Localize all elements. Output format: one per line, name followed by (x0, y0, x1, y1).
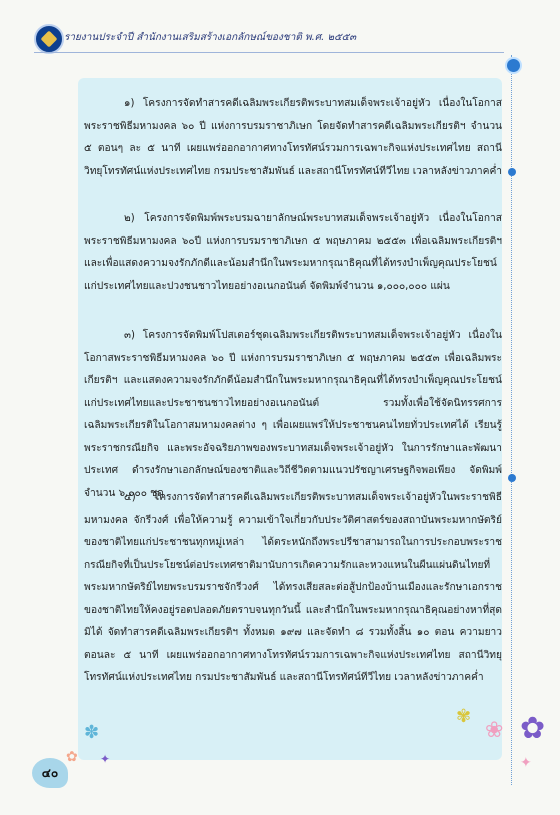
flower-icon: ✿ (520, 711, 546, 746)
dot-icon (505, 57, 522, 74)
dot-icon (508, 474, 516, 482)
flower-icon: ✦ (100, 752, 111, 766)
paragraph-text: ๔) โครงการจัดทำสารคดีเฉลิมพระเกียรติพระบาทสมเด็จพระเจ้าอยู่หัวในพระราชพิธีมหามงคล จักรีวงศ์ เพื่อให้ความรู้ ความเข้าใจเกี่ยวกับประวัติศาสตร์ของสถาบันพระมหากษัตริย์ของชาติไทยแก่ประชาชนทุกหมู่เหล่า ได้ตระหนักถึงพระปรีชาสามารถในการประกอบพระราชกรณียกิจที่เป็นประโยชน์ต่อประเทศชาติมานับการเกิดความรักและหวงแหนในผืนแผ่นดินไทยที่พระมหากษัตริย์ไทยพระบรมราชจักรีวงศ์ ได้ทรงเสียสละต่อสู้ปกป้องบ้านเมืองและรักษาเอกราชของชาติไทยให้คงอยู่รอดปลอดภัยตราบจนทุกวันนี้ และสำนึกในพระมหากรุณาธิคุณอย่างหาที่สุดมิได้ จัดทำสารคดีเฉลิมพระเกียรติฯ ทั้งหมด ๑๙๗ และจัดทำ ๘ รวมทั้งสิ้น ๑๐ ตอน ความยาวตอนละ ๕ นาที เผยแพร่ออกอากาศทางโทรทัศน์รวมการเฉพาะกิจแห่งประเทศไทย สถานีวิทยุโทรทัศน์แห่งประเทศไทย กรมประชาสัมพันธ์ และสถานีโทรทัศน์ทีวีไทย เวลาหลังข่าวภาคค่ำ (84, 492, 502, 683)
paragraph-3 (84, 325, 502, 505)
page-number: ๔๐ (32, 758, 68, 788)
page-header (0, 0, 560, 60)
paragraph-text: ๑) โครงการจัดทำสารคดีเฉลิมพระเกียรติพระบาทสมเด็จพระเจ้าอยู่หัว เนื่องในโอกาสพระราชพิธีมหามงคล ๖๐ ปี แห่งการบรมราชาภิเษก โดยจัดทำสารคดีเฉลิมพระเกียรติฯ จำนวน ๕ ตอนๆ ละ ๕ นาที เผยแพร่ออกอากาศทางโทรทัศน์รวมการเฉพาะกิจแห่งประเทศไทย สถานีวิทยุโทรทัศน์แห่งประเทศไทย กรมประชาสัมพันธ์ และสถานีโทรทัศน์ทีวีไทย เวลาหลังข่าวภาคค่ำ (84, 98, 502, 177)
flower-icon: ✽ (84, 722, 100, 743)
paragraph-text: ๒) โครงการจัดพิมพ์พระบรมฉายาลักษณ์พระบาทสมเด็จพระเจ้าอยู่หัว เนื่องในโอกาสพระราชพิธีมหามงคล ๖๐ปี แห่งการบรมราชาภิเษก ๕ พฤษภาคม ๒๕๕๓ เพื่อเฉลิมพระเกียรติฯ และเพื่อแสดงความจงรักภักดีและน้อมสำนึกในพระมหากรุณาธิคุณที่ได้ทรงบำเพ็ญคุณประโยชน์แก่ประเทศไทยและปวงชนชาวไทยอย่างอเนกอนันต์ จัดพิมพ์จำนวน ๑,๐๐๐,๐๐๐ แผ่น (84, 213, 502, 292)
flower-icon: ✾ (456, 706, 472, 727)
decorative-dotted-line (511, 55, 513, 785)
emblem-icon (34, 24, 64, 54)
flower-icon: ❀ (485, 718, 504, 743)
paragraph-2 (84, 208, 502, 298)
paragraph-1 (84, 93, 502, 183)
header-title: รายงานประจำปี สำนักงานเสริมสร้างเอกลักษณ์ของชาติ พ.ศ. ๒๕๕๓ (64, 32, 357, 43)
flower-icon: ✿ (66, 749, 78, 765)
paragraph-text: ๓) โครงการจัดพิมพ์โปสเตอร์ชุดเฉลิมพระเกียรติพระบาทสมเด็จพระเจ้าอยู่หัว เนื่องในโอกาสพระราชพิธีมหามงคล ๖๐ ปี แห่งการบรมราชาภิเษก ๕ พฤษภาคม ๒๕๕๓ เพื่อเฉลิมพระเกียรติฯ และแสดงความจงรักภักดีน้อมสำนึกในพระมหากรุณาธิคุณที่ได้ทรงบำเพ็ญคุณประโยชน์แก่ประเทศไทยและประชาชนชาวไทยอย่างอเนกอนันต์ รวมทั้งเพื่อใช้จัดนิทรรศการเฉลิมพระเกียรติในโอกาสมหามงคลต่าง ๆ เพื่อเผยแพร่ให้ประชาชนคนไทยทั่วประเทศได้ เรียนรู้พระราชกรณียกิจ และพระอัจฉริยภาพของพระบาทสมเด็จพระเจ้าอยู่หัว ในการรักษาและพัฒนาประเทศ ดำรงรักษาเอกลักษณ์ของชาติและวิถีชีวิตตามแนวปรัชญาเศรษฐกิจพอเพียง จัดพิมพ์จำนวน ๖,๐๐๐ ชุด (84, 330, 502, 499)
flower-icon: ✦ (520, 755, 532, 771)
header-rule (34, 52, 504, 53)
paragraph-4 (84, 487, 502, 690)
dot-icon (508, 168, 516, 176)
